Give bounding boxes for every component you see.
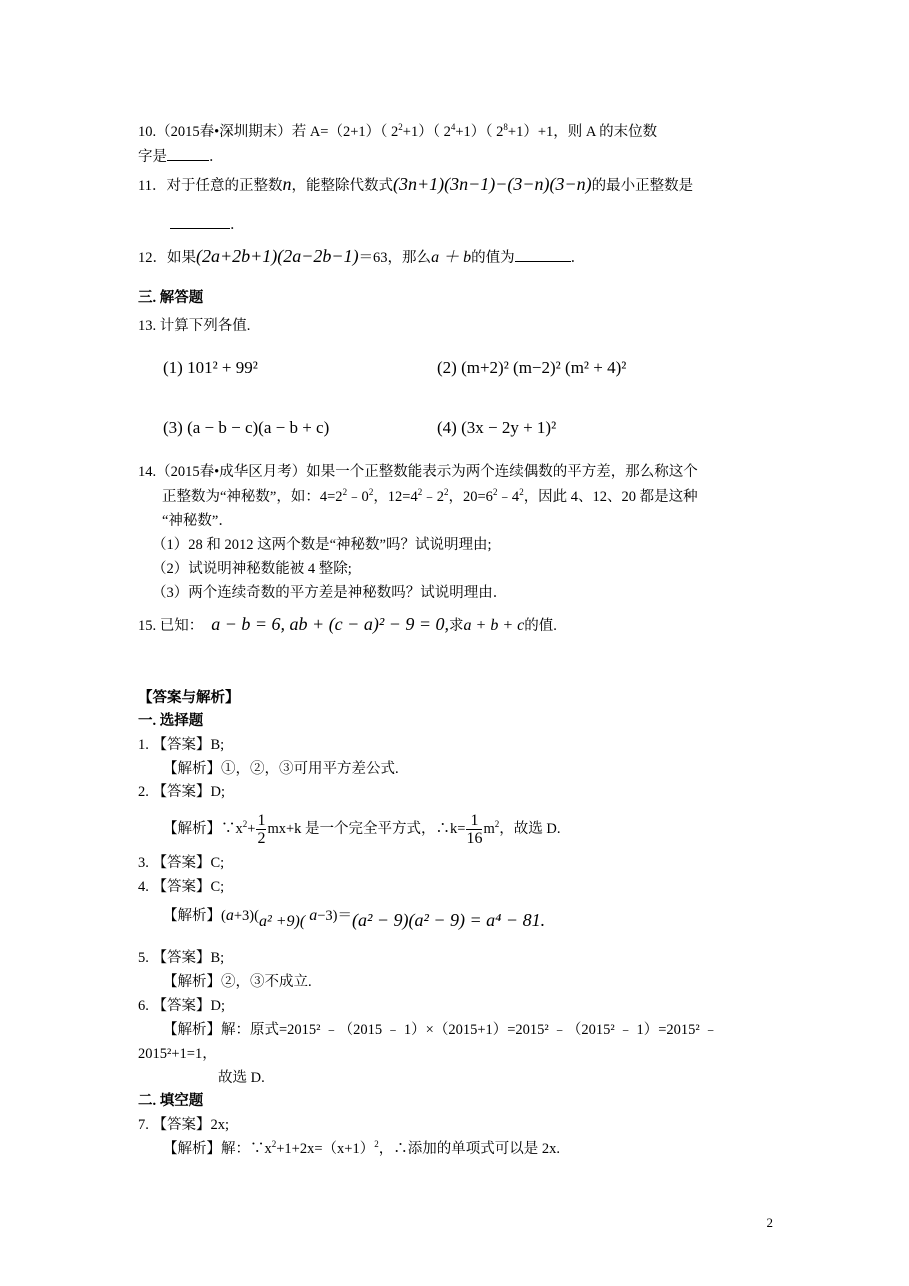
answer-2: 2. 【答案】D;: [138, 784, 225, 800]
analysis-6: 【解析】解：原式=2015² ﹣（2015 ﹣ 1）×（2015+1）=2015² ﹣（2015² ﹣ 1）=2015² ﹣: [163, 1022, 718, 1038]
answer-3: 3. 【答案】C;: [138, 855, 225, 871]
q10-line1: 10.（2015春•深圳期末）若 A=（2+1）（ $2^2+1$）（ $2^4+1$）（ $2^8+1)+1$，则 A 的末位数: [138, 122, 658, 140]
answer-7: 7. 【答案】2x;: [138, 1117, 230, 1133]
q14-line1: 14.（2015春•成华区月考）如果一个正整数能表示为两个连续偶数的平方差，那么称这个: [138, 464, 698, 480]
q15-line: 15. 已知： a − b = 6, ab + (c − a)² − 9 = 0,求a + b + c的值.: [138, 614, 557, 634]
answer-blank: [170, 214, 230, 229]
section-heading-1: 一. 选择题: [138, 713, 204, 729]
q14-sub3: （3）两个连续奇数的平方差是神秘数吗？试说明理由．: [152, 585, 508, 601]
page-number: 2: [766, 1215, 773, 1230]
fraction-half: $\frac{1}{2}$: [257, 812, 266, 847]
answer-1: 1. 【答案】B;: [138, 737, 225, 753]
q13-part1: (1) 101² + 99²: [163, 358, 258, 377]
analysis-4: 【解析】(a+3)(a² +9)( a−3)＝(a² − 9)(a² − 9) = a⁴ − 81.: [163, 907, 546, 930]
q13-part2: (2) (m+2)² (m−2)² (m² + 4)²: [437, 358, 627, 377]
analysis-6-end: 故选 D.: [218, 1070, 265, 1086]
q10-line2: 字是 ．: [138, 146, 224, 167]
section-heading-3: 三. 解答题: [138, 290, 204, 306]
answer-6: 6. 【答案】D;: [138, 998, 225, 1014]
q14-line3: “神秘数”．: [162, 513, 233, 529]
analysis-6-cont: 2015²+1=1，: [138, 1046, 217, 1062]
q14-line2: 正整数为“神秘数”，如：$4=2^2﹣0^2$，$12=4^2﹣2^2$，$20=6^2﹣4^2$，因此 4、12、20 都是这种: [162, 487, 698, 505]
q12-line: 12．如果(2a+2b+1)(2a−2b−1)＝63，那么a ＋ b的值为 ．: [138, 246, 586, 266]
analysis-7: 【解析】解：$\because x^2+1+2x=(x+1)^2$，∴添加的单项式可以是 2x.: [163, 1139, 560, 1157]
answer-blank: [515, 247, 571, 262]
q13-part4: (4) (3x − 2y + 1)²: [437, 418, 557, 437]
analysis-1: 【解析】①，②，③可用平方差公式.: [163, 761, 399, 777]
q14-sub2: （2）试说明神秘数能被 4 整除;: [152, 561, 352, 577]
answers-title: 【答案与解析】: [138, 690, 240, 706]
q13-title: 13. 计算下列各值.: [138, 318, 251, 334]
answer-blank: [167, 146, 209, 161]
q13-part3: (3) (a − b − c)(a − b + c): [163, 418, 330, 437]
q14-sub1: （1）28 和 2012 这两个数是“神秘数”吗？试说明理由;: [152, 537, 492, 553]
section-heading-2: 二. 填空题: [138, 1093, 204, 1109]
answer-5: 5. 【答案】B;: [138, 950, 225, 966]
answer-4: 4. 【答案】C;: [138, 879, 225, 895]
analysis-2: 【解析】$\because x^2+$ $\frac{1}{2}$ mx+k 是一个完全平方式，∴k= $\frac{1}{16}$ $m^2$，故选 D.: [163, 812, 561, 847]
fraction-sixteenth: $\frac{1}{16}$: [466, 812, 483, 847]
analysis-5: 【解析】②，③不成立.: [163, 974, 312, 990]
q11-line1: 11．对于任意的正整数n，能整除代数式(3n+1)(3n−1)−(3−n)(3−n)的最小正整数是: [138, 174, 694, 194]
q11-line2: ．: [170, 214, 245, 235]
